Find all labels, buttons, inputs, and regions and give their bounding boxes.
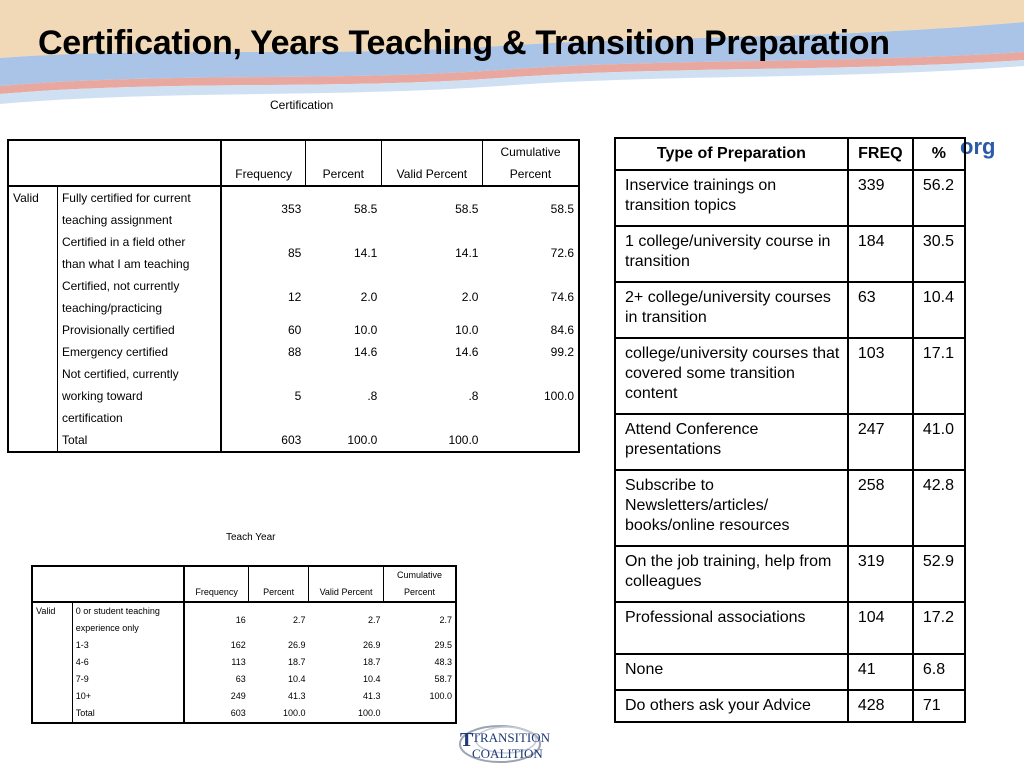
- preparation-freq: 41: [848, 654, 913, 690]
- preparation-percent: 17.1: [913, 338, 965, 414]
- table-row: 10+ 249 41.3 41.3 100.0: [32, 688, 456, 705]
- table-row: Emergency certified 88 14.6 14.6 99.2: [8, 341, 579, 363]
- header-percent: Percent: [249, 566, 309, 602]
- preparation-type: Do others ask your Advice: [615, 690, 848, 722]
- preparation-freq: 103: [848, 338, 913, 414]
- table-row: Not certified, currently working toward certification 5 .8 .8 100.0: [8, 363, 579, 429]
- table-row: [615, 546, 965, 602]
- teach-year-body: [32, 602, 456, 723]
- preparation-percent: 42.8: [913, 470, 965, 546]
- header-frequency: Frequency: [184, 566, 249, 602]
- preparation-freq: 184: [848, 226, 913, 282]
- header-valid-percent: Valid Percent: [381, 140, 482, 186]
- table-row: [615, 470, 965, 546]
- svg-text:TRANSITION: TRANSITION: [472, 730, 550, 745]
- preparation-freq: 258: [848, 470, 913, 546]
- preparation-type: Attend Conference presentations: [615, 414, 848, 470]
- table-row: [615, 690, 965, 722]
- preparation-freq: 63: [848, 282, 913, 338]
- certification-caption: Certification: [270, 98, 334, 112]
- table-row: [615, 654, 965, 690]
- row-label: Emergency certified: [57, 341, 221, 363]
- table-row: Certified in a field other than what I am teaching 85 14.1 14.1 72.6: [8, 231, 579, 275]
- preparation-type: Subscribe to Newsletters/articles/ books/online resources: [615, 470, 848, 546]
- table-row: [615, 282, 965, 338]
- row-label: Provisionally certified: [57, 319, 221, 341]
- header-cumulative-percent: Cumulative Percent: [384, 566, 456, 602]
- row-label: Total: [72, 705, 184, 723]
- preparation-type: Professional associations: [615, 602, 848, 654]
- table-row: Valid Fully certified for current teaching assignment 353 58.5 58.5 58.5: [8, 186, 579, 231]
- org-url-fragment: org: [960, 134, 996, 159]
- row-label: Certified, not currently teaching/practicing: [57, 275, 221, 319]
- table-row: 4-6 113 18.7 18.7 48.3: [32, 654, 456, 671]
- svg-text:T: T: [460, 729, 474, 751]
- table-row: [615, 602, 965, 654]
- group-label: Valid: [13, 191, 39, 205]
- preparation-table: [614, 137, 966, 723]
- header-percent: Percent: [305, 140, 381, 186]
- slide-title: Certification, Years Teaching & Transition Preparation: [38, 24, 890, 62]
- preparation-freq: 339: [848, 170, 913, 226]
- preparation-percent: 10.4: [913, 282, 965, 338]
- table-row: [615, 414, 965, 470]
- row-label: Certified in a field other than what I am teaching: [57, 231, 221, 275]
- certification-body: [8, 186, 579, 452]
- certification-table: [7, 139, 580, 453]
- row-label: 7-9: [72, 671, 184, 688]
- row-label: 4-6: [72, 654, 184, 671]
- preparation-percent: 56.2: [913, 170, 965, 226]
- transition-coalition-logo: [456, 712, 572, 768]
- table-row: [615, 338, 965, 414]
- preparation-freq: 428: [848, 690, 913, 722]
- teach-year-table: [31, 565, 457, 724]
- row-label: Total: [57, 429, 221, 452]
- preparation-freq: 319: [848, 546, 913, 602]
- preparation-percent: 71: [913, 690, 965, 722]
- preparation-percent: 6.8: [913, 654, 965, 690]
- table-row-total: Total 603 100.0 100.0: [8, 429, 579, 452]
- preparation-percent: 30.5: [913, 226, 965, 282]
- preparation-percent: 52.9: [913, 546, 965, 602]
- header-percent: %: [913, 138, 965, 170]
- row-label: 10+: [72, 688, 184, 705]
- teach-year-caption: Teach Year: [226, 532, 276, 543]
- preparation-type: None: [615, 654, 848, 690]
- row-label: Fully certified for current teaching assignment: [57, 186, 221, 231]
- header-valid-percent: Valid Percent: [309, 566, 384, 602]
- row-label: 0 or student teaching experience only: [72, 602, 184, 637]
- row-label: 1-3: [72, 637, 184, 654]
- table-header-row: [615, 138, 965, 170]
- table-row: Certified, not currently teaching/practicing 12 2.0 2.0 74.6: [8, 275, 579, 319]
- table-row: [615, 226, 965, 282]
- table-row: Provisionally certified 60 10.0 10.0 84.6: [8, 319, 579, 341]
- group-label: Valid: [36, 606, 56, 616]
- preparation-freq: 104: [848, 602, 913, 654]
- preparation-type: 2+ college/university courses in transition: [615, 282, 848, 338]
- preparation-type: college/university courses that covered some transition content: [615, 338, 848, 414]
- table-row: [615, 170, 965, 226]
- table-row: 7-9 63 10.4 10.4 58.7: [32, 671, 456, 688]
- preparation-type: 1 college/university course in transition: [615, 226, 848, 282]
- table-row: Valid 0 or student teaching experience only 16 2.7 2.7 2.7: [32, 602, 456, 637]
- preparation-percent: 41.0: [913, 414, 965, 470]
- svg-text:COALITION: COALITION: [472, 746, 543, 761]
- preparation-percent: 17.2: [913, 602, 965, 654]
- row-label: Not certified, currently working toward certification: [57, 363, 221, 429]
- header-type-of-preparation: Type of Preparation: [615, 138, 848, 170]
- table-row: 1-3 162 26.9 26.9 29.5: [32, 637, 456, 654]
- header-freq: FREQ: [848, 138, 913, 170]
- preparation-type: On the job training, help from colleagues: [615, 546, 848, 602]
- header-cumulative-percent: Cumulative Percent: [482, 140, 579, 186]
- preparation-freq: 247: [848, 414, 913, 470]
- preparation-type: Inservice trainings on transition topics: [615, 170, 848, 226]
- header-frequency: Frequency: [221, 140, 305, 186]
- table-row-total: Total 603 100.0 100.0: [32, 705, 456, 723]
